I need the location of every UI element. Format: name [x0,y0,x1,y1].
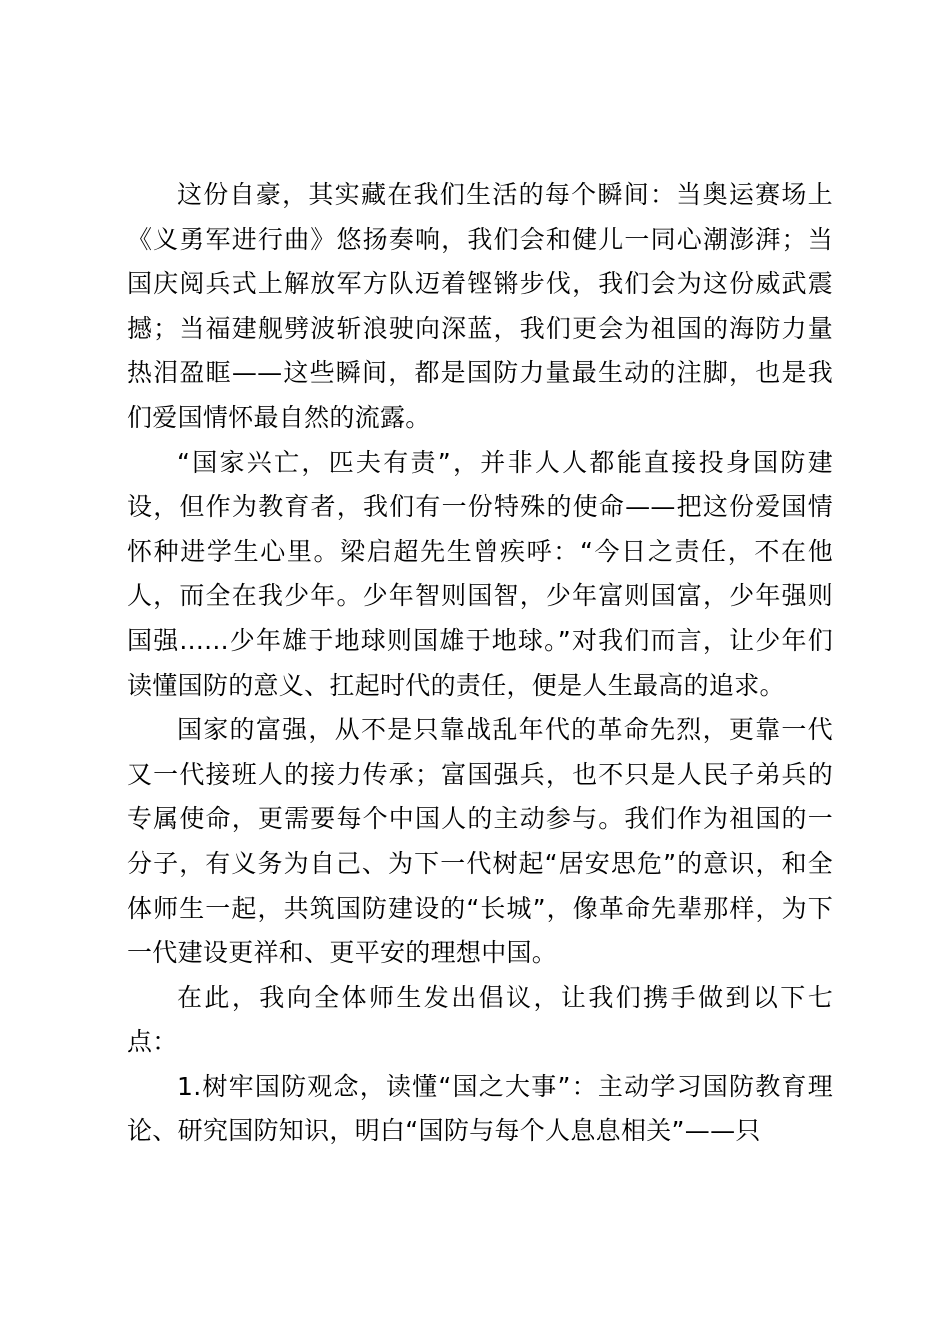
document-body [127,173,833,1154]
paragraph-educator-mission: “国家兴亡，匹夫有责”，并非人人都能直接投身国防建设，但作为教育者，我们有一份特殊的使命——把这份爱国情怀种进学生心里。梁启超先生曾疾呼：“今日之责任，不在他人，而全在我少年。少年智则国智，少年富则国富，少年强则国强......少年雄于地球则国雄于地球。”对我们而言，让少年们读懂国防的意义、扛起时代的责任，便是人生最高的追求。 [127,447,833,700]
paragraph-point-one: 1.树牢国防观念，读懂“国之大事”：主动学习国防教育理论、研究国防知识，明白“国防与每个人息息相关”——只 [127,1071,833,1146]
paragraph-initiative-intro: 在此，我向全体师生发出倡议，让我们携手做到以下七点： [127,982,833,1057]
paragraph-national-strength: 国家的富强，从不是只靠战乱年代的革命先烈，更靠一代又一代接班人的接力传承；富国强兵，也不只是人民子弟兵的专属使命，更需要每个中国人的主动参与。我们作为祖国的一分子，有义务为自己、为下一代树起“居安思危”的意识，和全体师生一起，共筑国防建设的“长城”，像革命先辈那样，为下一代建设更祥和、更平安的理想中国。 [127,715,833,968]
paragraph-pride-moments: 这份自豪，其实藏在我们生活的每个瞬间：当奥运赛场上《义勇军进行曲》悠扬奏响，我们会和健儿一同心潮澎湃；当国庆阅兵式上解放军方队迈着铿锵步伐，我们会为这份威武震撼；当福建舰劈波斩浪驶向深蓝，我们更会为祖国的海防力量热泪盈眶——这些瞬间，都是国防力量最生动的注脚，也是我们爱国情怀最自然的流露。 [127,180,833,432]
